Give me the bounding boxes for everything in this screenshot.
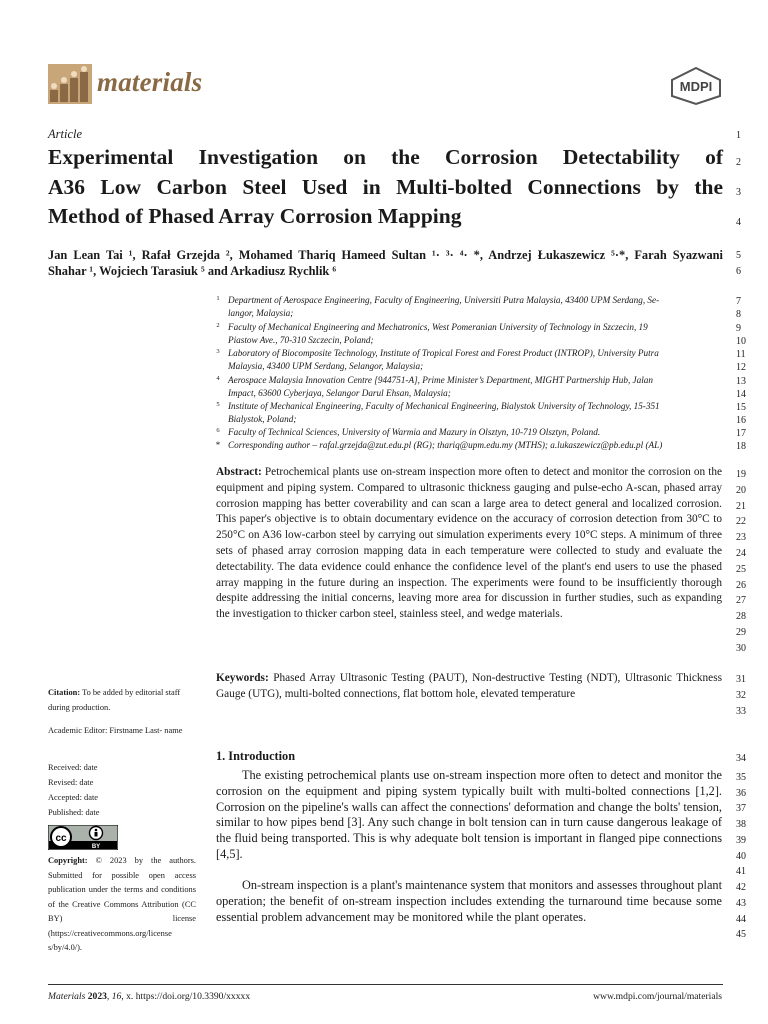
affiliation-number: 4 — [216, 375, 220, 382]
line-number: 33 — [736, 706, 746, 717]
affiliation-line: langor, Malaysia; — [228, 308, 294, 318]
materials-logo-icon — [48, 64, 92, 104]
affiliation-number: 6 — [216, 427, 220, 434]
revised-date: Revised: date — [48, 778, 94, 787]
keywords — [216, 671, 722, 703]
affiliation-line: Malaysia, 43400 UPM Serdang, Selangor, Malaysia; — [228, 361, 424, 371]
affiliation-line: Faculty of Mechanical Engineering and Mechatronics, West Pomeranian University of Technology in Szczecin, 19 — [228, 322, 648, 332]
accepted-date: Accepted: date — [48, 793, 98, 802]
line-number: 27 — [736, 595, 746, 606]
line-number: 5 — [736, 250, 741, 261]
line-number: 10 — [736, 336, 746, 347]
affiliation-line: Faculty of Technical Sciences, University of Warmia and Mazury in Olsztyn, 10-719 Olsztyn, Poland. — [228, 427, 601, 437]
line-number: 32 — [736, 690, 746, 701]
footer-doi[interactable]: , x. https://doi.org/10.3390/xxxxx — [121, 991, 251, 1002]
line-number: 13 — [736, 376, 746, 387]
line-number: 14 — [736, 389, 746, 400]
authors-line-1: Jan Lean Tai ¹, Rafał Grzejda ², Mohamed Thariq Hameed Sultan ¹· ³· ⁴· *, Andrzej Łukaszewicz ⁵·*, Farah Syazwani — [48, 248, 723, 262]
received-date: Received: date — [48, 763, 98, 772]
line-number: 8 — [736, 309, 741, 320]
academic-editor: Academic Editor: Firstname Last- name — [48, 726, 183, 735]
svg-text:cc: cc — [55, 833, 67, 844]
line-number: 25 — [736, 564, 746, 575]
line-number: 42 — [736, 882, 746, 893]
title-line-2: A36 Low Carbon Steel Used in Multi-bolted Connections by the — [48, 175, 723, 199]
keywords-text: Phased Array Ultrasonic Testing (PAUT), Non-destructive Testing (NDT), Ultrasonic Thickness Gauge (UTG), multi-bolted connections, flat bottom hole, elevated temperature — [216, 672, 722, 700]
line-number: 40 — [736, 851, 746, 862]
corresponding-author-line: Corresponding author – rafal.grzejda@zut.edu.pl (RG); thariq@upm.edu.my (MTHS); a.lukaszewicz@pb.edu.pl (AL) — [228, 440, 663, 450]
published-date: Published: date — [48, 808, 100, 817]
cc-by-label: BY — [91, 844, 101, 850]
line-number: 20 — [736, 485, 746, 496]
line-number: 30 — [736, 643, 746, 654]
line-number: 11 — [736, 349, 746, 360]
line-number: 6 — [736, 266, 741, 277]
line-number: 37 — [736, 803, 746, 814]
line-number: 3 — [736, 187, 741, 198]
line-number: 44 — [736, 914, 746, 925]
mdpi-logo-icon — [668, 66, 724, 106]
citation-text: To be added by editorial staff during production. — [48, 688, 181, 712]
line-number: 29 — [736, 627, 746, 638]
line-number: 45 — [736, 929, 746, 940]
line-number: 36 — [736, 788, 746, 799]
affiliation-line: Laboratory of Biocomposite Technology, Institute of Tropical Forest and Forest Product (INTROP), University Putra — [228, 348, 659, 358]
intro-paragraph-1: The existing petrochemical plants use on-stream inspection more often to detect and monitor the corrosion on the equipment and piping system typically built with multi-bolted connections [1,2]. Corrosion on the pipeline's walls can affect the connections' deformation and change the bolts' tension, similar to how pipes bend [3]. Any such change in bolt tension can in turn cause dangerous leakage of the fluid being transported. This is why adequate bolt tension is important in flanged pipe connections [4,5]. — [216, 768, 722, 861]
cc-by-license-icon — [48, 825, 118, 850]
footer-journal: Materials — [48, 991, 86, 1002]
line-number: 39 — [736, 835, 746, 846]
line-number: 18 — [736, 441, 746, 452]
line-number: 38 — [736, 819, 746, 830]
line-number: 1 — [736, 130, 741, 141]
citation-note — [48, 686, 196, 715]
line-number: 12 — [736, 362, 746, 373]
line-number: 26 — [736, 580, 746, 591]
affiliation-number: 1 — [216, 295, 220, 302]
line-number: 16 — [736, 415, 746, 426]
affiliation-line: Bialystok, Poland; — [228, 414, 297, 424]
affiliation-number: * — [215, 440, 221, 450]
affiliation-line: Impact, 63600 Cyberjaya, Selangor Darul Ehsan, Malaysia; — [228, 388, 451, 398]
title-line-1: Experimental Investigation on the Corrosion Detectability of — [48, 145, 723, 169]
line-number: 35 — [736, 772, 746, 783]
mdpi-logo-text: MDPI — [679, 79, 713, 94]
abstract — [216, 465, 722, 623]
citation-label: Citation: — [48, 688, 81, 697]
abstract-label: Abstract: — [216, 466, 262, 478]
copyright-text: © 2023 by the authors. Submitted for possible open access publication under the terms and conditions of the Creative Commons Attribution (CC BY) license (https://creativecommons.org/license s/by/4.0/). — [48, 856, 197, 952]
journal-name: materials — [97, 67, 203, 97]
section-heading-introduction: 1. Introduction — [216, 749, 296, 763]
affiliation-line: Piastow Ave., 70-310 Szczecin, Poland; — [228, 335, 374, 345]
footer-volume: 16 — [111, 991, 122, 1002]
line-number: 21 — [736, 501, 746, 512]
copyright-note — [48, 854, 196, 956]
footer-citation: Materials 2023, 16, x. https://doi.org/10.3390/xxxxx — [48, 991, 251, 1002]
keywords-label: Keywords: — [216, 672, 269, 684]
line-number: 4 — [736, 217, 741, 228]
affiliation-number: 3 — [216, 348, 220, 355]
line-number: 22 — [736, 516, 746, 527]
footer-divider — [48, 984, 723, 985]
copyright-label: Copyright: — [48, 856, 88, 865]
title-line-3: Method of Phased Array Corrosion Mapping — [48, 204, 462, 228]
authors-line-2: Shahar ¹, Wojciech Tarasiuk ⁵ and Arkadiusz Rychlik ⁶ — [48, 264, 337, 278]
line-number: 15 — [736, 402, 746, 413]
affiliation-number: 5 — [216, 401, 220, 408]
line-number: 17 — [736, 428, 746, 439]
article-type: Article — [48, 127, 83, 141]
footer-journal-url[interactable]: www.mdpi.com/journal/materials — [593, 991, 722, 1002]
line-number: 24 — [736, 548, 746, 559]
affiliation-line: Institute of Mechanical Engineering, Faculty of Mechanical Engineering, Bialystok University of Technology, 15-351 — [228, 401, 660, 411]
line-number: 43 — [736, 898, 746, 909]
affiliation-line: Aerospace Malaysia Innovation Centre [944751-A], Prime Minister’s Department, MIGHT Partnership Hub, Jalan — [228, 375, 653, 385]
footer-year: 2023 — [87, 991, 107, 1002]
line-number: 9 — [736, 323, 741, 334]
line-number: 28 — [736, 611, 746, 622]
affiliation-line: Department of Aerospace Engineering, Faculty of Engineering, Universiti Putra Malaysia, 43400 UPM Serdang, Se- — [228, 295, 660, 305]
abstract-text: Petrochemical plants use on-stream inspection more often to detect and monitor the corrosion on the equipment and piping system. Compared to ultrasonic thickness gauging and pulse-echo A-scan, phased array corrosion mapping has better coverability and can scan a large area to detect general and localized corrosion. This paper's objective is to obtain documentary evidence on the accuracy of corrosion detection from 30°C to 250°C on A36 low-carbon steel by carrying out simulation experiments every 10°C steps. A minimum of three sets of phased array corrosion mapping data in each temperature were collected to study and evaluate the detectability. The data evidence could enhance the confidence level of the plant's end users to use the phased array mapping in the future during an inspection. The experiments were found to be insufficiently thorough despite addressing the initial concerns, leaving more area for discussion in further studies, such as expanding the investigation to thicker carbon steel, stainless steel, and wedge materials. — [216, 466, 722, 621]
line-number: 41 — [736, 866, 746, 877]
line-number: 2 — [736, 157, 741, 168]
line-number: 34 — [736, 753, 746, 764]
intro-paragraph-2: On-stream inspection is a plant's maintenance system that monitors and assesses throughout plant operation; the benefit of on-stream inspection includes extending the turnaround time because some essential problem advancement may be monitored while the plant operates. — [216, 878, 722, 924]
line-number: 31 — [736, 674, 746, 685]
line-number: 7 — [736, 296, 741, 307]
affiliation-number: 2 — [216, 322, 220, 329]
line-number: 23 — [736, 532, 746, 543]
line-number: 19 — [736, 469, 746, 480]
